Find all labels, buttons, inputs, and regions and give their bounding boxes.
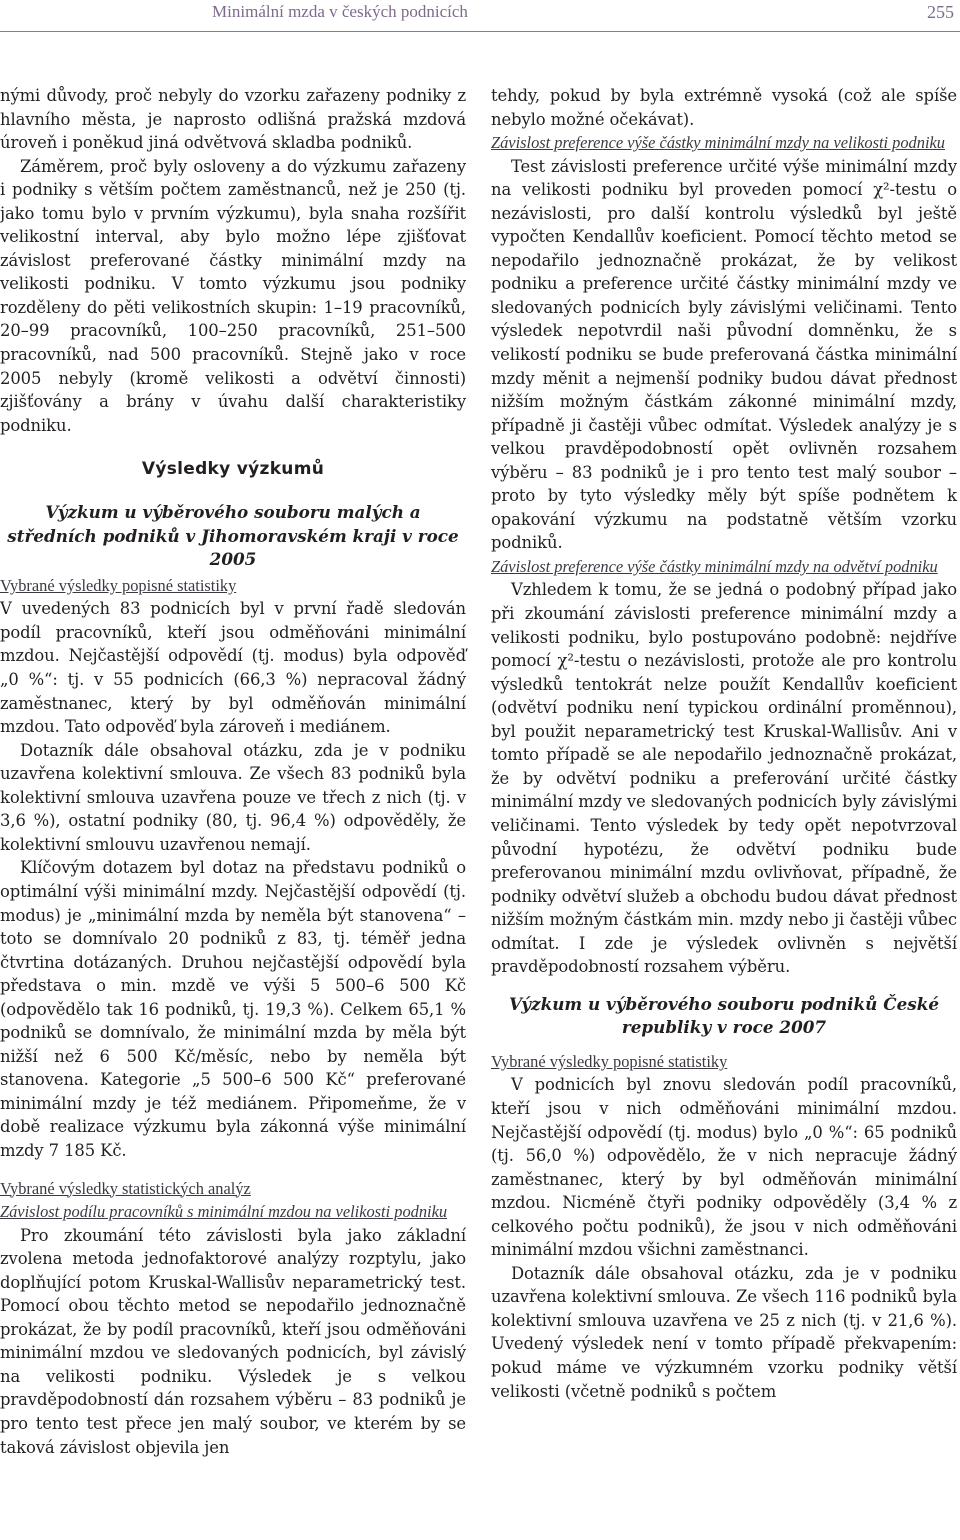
paragraph: Test závislosti preference určité výše minimální mzdy na velikosti podniku byl proveden pomocí χ²-testu o nezávislosti, pro další kontrolu výsledků byl ještě vypočten Kendallův koeficient. Pomocí těchto metod se nepodařilo jednoznačně prokázat, že by velikost podniku a preference určité částky minimální mzdy ve sledovaných podnicích byly závislými veličinami. Tento výsledek nepotvrdil naši původní domněnku, že s velikostí podniku se bude preferovaná částka minimální mzdy měnit a nejmenší podniky budou dávat přednost nižším možným částkám zákonné minimální mzdy, případně ji častěji vůbec odmítat. Výsledek analýzy je s velkou pravděpodobností opět ovlivněn rozsahem výběru – 83 podniků je i pro tento test malý soubor – proto by tyto výsledky měly být spíše podnětem k opakování výzkumu na podstatně větším vzorku podniků. [491, 156, 957, 553]
section-title: Výsledky výzkumů [141, 459, 325, 480]
header-rule [0, 31, 960, 32]
heading-preference-size: Závislost preference výše částky minimální mzdy na velikosti podniku [491, 133, 945, 153]
heading-preference-sector: Závislost preference výše částky minimální mzdy na odvětví podniku [491, 556, 938, 576]
heading-statistical-analyses: Vybrané výsledky statistických analýz [0, 1178, 251, 1198]
paragraph: Klíčovým dotazem byl dotaz na představu podniků o optimální výši minimální mzdy. Nejčastější odpovědí (tj. modus) je „minimální mzda by neměla být stanovena“ – toto se domnívalo 20 podniků z 83, tj. téměř jedna čtvrtina dotázaných. Druhou nejčastější odpovědí byla představa o min. mzdě ve výši 5 500–6 500 Kč (odpovědělo tak 16 podniků, tj. 19,3 %). Celkem 65,1 % podniků se domnívalo, že minimální mzda by měla být nižší než 6 500 Kč/měsíc, nebo by neměla být stanovena. Kategorie „5 500–6 500 Kč“ preferované minimální mzdy je též mediánem. Připomeňme, že v době realizace výzkumu byla zákonná výše minimální mzdy 7 185 Kč. [0, 858, 466, 1160]
page-number: 255 [927, 2, 954, 22]
paragraph: Dotazník dále obsahoval otázku, zda je v podniku uzavřena kolektivní smlouva. Ze všech 83 podniků byla kolektivní smlouva uzavřena pouze ve třech z nich (tj. v 3,6 %), ostatní podniky (80, tj. 96,4 %) odpověděly, že kolektivní smlouvu uzavřenou nemají. [0, 740, 466, 854]
paragraph: tehdy, pokud by byla extrémně vysoká (což ale spíše nebylo možné očekávat). [491, 86, 957, 129]
paragraph: Dotazník dále obsahoval otázku, zda je v podniku uzavřena kolektivní smlouva. Ze všech 116 podniků byla kolektivní smlouva uzavřena ve 25 z nich (tj. v 21,6 %). Uvedený výsledek není v tomto případě překvapením: pokud máme ve výzkumném vzorku podniky větší velikosti (včetně podniků s počtem [491, 1263, 957, 1401]
paragraph: Pro zkoumání této závislosti byla jako základní zvolena metoda jednofaktorové analýzy rozptylu, jako doplňující potom Kruskal-Wallisův neparametrický test. Pomocí obou těchto metod se nepodařilo jednoznačně prokázat, že by podíl pracovníků, kteří jsou odměňováni minimální mzdou ve sledovaných podnicích, byl závislý na velikosti podniku. Výsledek je s velkou pravděpodobností dán rozsahem výběru – 83 podniků je pro tento test přece jen malý soubor, ve kterém by se taková závislost objevila jen [0, 1225, 466, 1457]
paragraph: Vzhledem k tomu, že se jedná o podobný případ jako při zkoumání závislosti preference minimální mzdy a velikosti podniku, bylo postupováno podobně: nejdříve pomocí χ²-testu o nezávislosti, protože ale pro kontrolu výsledků tentokrát nelze použít Kendallův koeficient (odvětví podniku není typickou ordinální proměnnou), byl použit neparametrický test Kruskal-Wallisův. Ani v tomto případě se ale nepodařilo jednoznačně prokázat, že by odvětví podniku a preferování určité částky minimální mzdy ve sledovaných podnicích byly závislými veličinami. Tento výsledek by tedy opět nepotvrzoval původní hypotézu, že odvětví podniku bude preferovanou minimální mzdu ovlivňovat, případně, že podniky odvětví služeb a obchodu budou dávat přednost nižším možným částkám min. mzdy nebo ji častěji vůbec odmítat. I zde je výsledek ovlivněn s největší pravděpodobností rozsahem výběru. [491, 580, 957, 977]
paragraph: V podnicích byl znovu sledován podíl pracovníků, kteří jsou v nich odměňováni minimální mzdou. Nejčastější odpovědí (tj. modus) bylo „0 %“: 65 podniků (tj. 56,0 %) odpovědělo, že v nich nepracuje žádný zaměstnanec, který by byl odměňován minimální mzdou. Nicméně čtyři podniky odpověděly (3,4 % z celkového počtu podniků), že jsou v nich odměňováni minimální mzdou všichni zaměstnanci. [491, 1075, 957, 1260]
heading-dependence-share: Závislost podílu pracovníků s minimální mzdou na velikosti podniku [0, 1202, 448, 1222]
heading-descriptive-stats: Vybrané výsledky popisné statistiky [491, 1051, 728, 1071]
running-header [0, 0, 960, 28]
paragraph: nými důvody, proč nebyly do vzorku zařazeny podniky z hlavního města, je naprosto odlišná pražská mzdová úroveň i poněkud jiná odvětvová skladba podniků. [0, 86, 466, 153]
subsection-title: Výzkum u výběrového souboru malých a středních podniků v Jihomoravském kraji v roce 2005 [7, 502, 459, 570]
paragraph: V uvedených 83 podnicích byl v první řadě sledován podíl pracovníků, kteří jsou odměňováni minimální mzdou. Nejčastější odpovědí (tj. modus) byla odpověď „0 %“: tj. v 55 podnicích (66,3 %) nepracoval žádný zaměstnanec, který by byl odměňován minimální mzdou. Tato odpověď byla zároveň i mediánem. [0, 599, 466, 737]
paragraph: Záměrem, proč byly osloveny a do výzkumu zařazeny i podniky s větším počtem zaměstnanců, než je 250 (tj. jako tomu bylo v prvním výzkumu), byla snaha rozšířit velikostní interval, aby bylo možno lépe zjišťovat závislost preferované částky minimální mzdy na velikosti podniku. V tomto výzkumu jsou podniky rozděleny do pěti velikostních skupin: 1–19 pracovníků, 20–99 pracovníků, 100–250 pracovníků, 251–500 pracovníků, nad 500 pracovníků. Stejně jako v roce 2005 nebyly (kromě velikosti a odvětví činnosti) zjišťovány a brány v úvahu další charakteristiky podniku. [0, 156, 466, 435]
heading-descriptive-stats: Vybrané výsledky popisné statistiky [0, 575, 237, 595]
right-column [491, 84, 957, 1403]
running-title: Minimální mzda v českých podnicích [212, 2, 468, 21]
subsection-title: Výzkum u výběrového souboru podniků České republiky v roce 2007 [508, 993, 940, 1038]
left-column [0, 84, 466, 1459]
